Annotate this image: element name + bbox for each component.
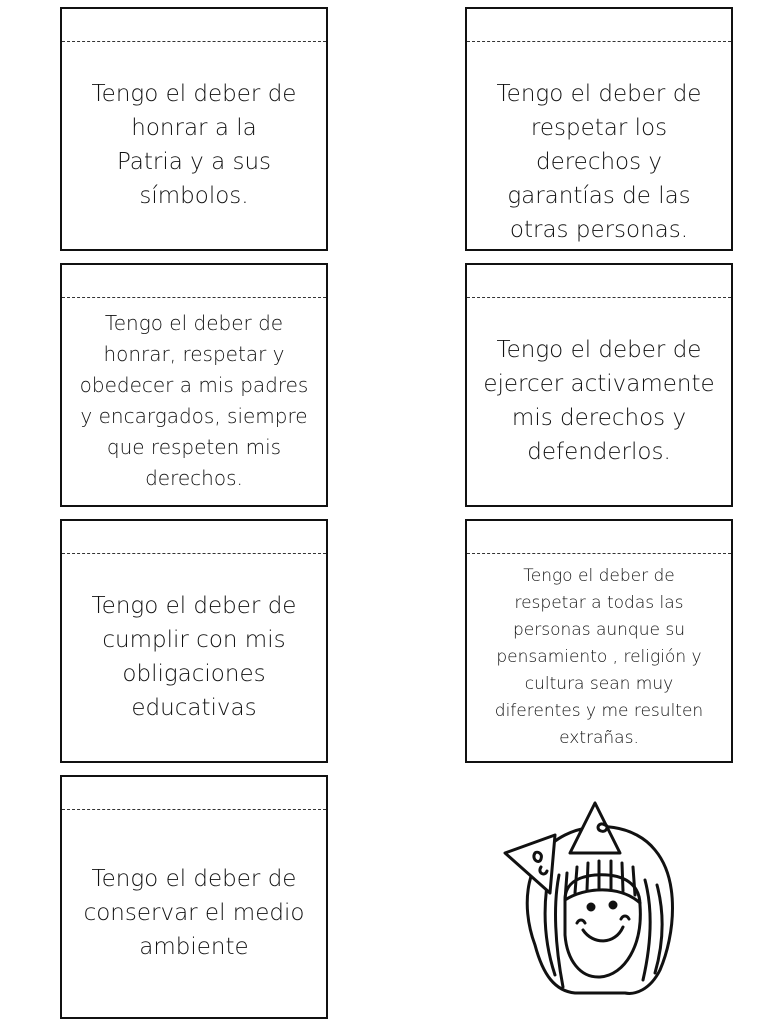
girl-with-party-hat-icon xyxy=(495,795,695,1005)
card-honrar-patria xyxy=(60,7,328,251)
card-respetar-personas xyxy=(465,519,733,763)
fold-line xyxy=(467,553,731,554)
card-text: Tengo el deber de respetar los derechos y garantías de las otras personas. xyxy=(496,81,702,243)
card-medio-ambiente xyxy=(60,775,328,1019)
fold-line xyxy=(62,297,326,298)
fold-line xyxy=(467,41,731,42)
card-text: Tengo el deber de honrar a la Patria y a sus símbolos. xyxy=(91,81,297,209)
card-respetar-derechos xyxy=(465,7,733,251)
card-obligaciones-educativas xyxy=(60,519,328,763)
card-text: Tengo el deber de cumplir con mis obligaciones educativas xyxy=(91,593,297,721)
card-text: Tengo el deber de conservar el medio ambiente xyxy=(83,866,305,960)
fold-line xyxy=(62,41,326,42)
card-text: Tengo el deber de respetar a todas las personas aunque su pensamiento , religión y cultura sean muy diferentes y me resulten extrañas. xyxy=(494,565,704,748)
card-text: Tengo el deber de honrar, respetar y obedecer a mis padres y encargados, siempre que respeten mis derechos. xyxy=(79,311,309,490)
card-text: Tengo el deber de ejercer activamente mis derechos y defenderlos. xyxy=(483,337,715,465)
fold-line xyxy=(62,553,326,554)
card-ejercer-derechos xyxy=(465,263,733,507)
fold-line xyxy=(62,809,326,810)
card-obedecer-padres xyxy=(60,263,328,507)
fold-line xyxy=(467,297,731,298)
